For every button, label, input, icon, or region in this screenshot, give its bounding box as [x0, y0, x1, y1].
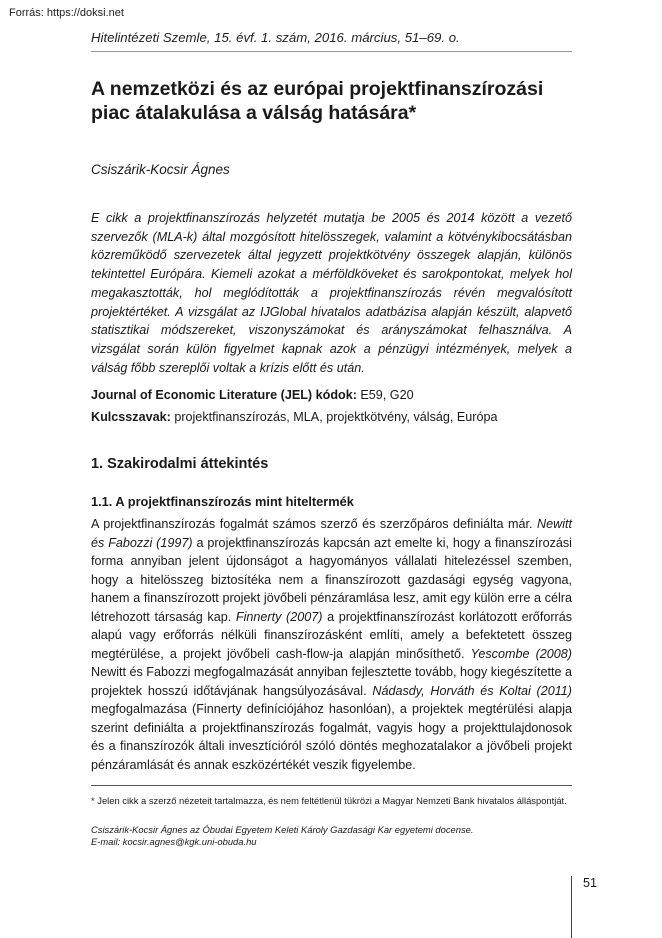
citation-yescombe: Yescombe (2008) — [470, 646, 572, 661]
keywords — [91, 410, 572, 424]
body-text-2: a projektfinanszírozás kapcsán azt emelte ki, hogy a finanszírozási forma annyiban jelent újdonságot a hagyományos vállalati hitelezéssel szemben, hogy a hitelösszeg biztosítéka nem a finanszírozott gazdasági egység vagyona, hanem a finanszírozott projekt jövőbeli pénzáramlása lesz, amit egy külön erre a célra létrehozott társaság kap. — [91, 535, 572, 624]
jel-codes — [91, 388, 572, 402]
body-text-4: Newitt és Fabozzi megfogalmazását annyiban fejlesztette tovább, hogy kiegészítette a projektek hosszú időtávjának hangsúlyozásával. — [91, 665, 572, 698]
abstract: E cikk a projektfinanszírozás helyzetét mutatja be 2005 és 2014 között a vezető szervezők (MLA-k) által mozgósított hitelösszegek, valamint a kötvénykibocsátásban közreműködő szervezetek által jegyzett projektkötvény összegek alapján, különös tekintettel Európára. Kiemeli azokat a mérföldköveket és sarokpontokat, melyek hol megakasztották, hol meglódították a projektfinanszírozás révén megvalósított projektértéket. A vizsgálat az IJGlobal hivatalos adatbázisa alapján készült, alapvető statisztikai módszereket, viszonyszámokat és arányszámokat felhasználva. A vizsgálat során külön figyelmet kapnak azok a pénzügyi intézmények, melyek a válság főbb szereplői voltak a krízis előtt és után. — [91, 211, 572, 375]
subsection-heading: 1.1. A projektfinanszírozás mint hiteltermék — [91, 494, 354, 509]
keywords-label: Kulcsszavak: — [91, 410, 171, 424]
page-number-divider — [571, 876, 572, 938]
body-text-3: a projektfinanszírozást korlátozott erőforrás alapú vagy erőforrás nélküli finanszírozásként említi, amely a befektetett összeg megtérülése, a projekt jövőbeli cash-flow-ja alapján minősíthető. — [91, 609, 573, 661]
jel-value: E59, G20 — [360, 388, 414, 402]
keywords-value: projektfinanszírozás, MLA, projektkötvény, válság, Európa — [174, 410, 498, 424]
article-title: A nemzetközi és az európai projektfinanszírozási piac átalakulása a válság hatására* — [91, 78, 544, 124]
body-text-1: A projektfinanszírozás fogalmát számos szerző és szerzőpáros definiálta már. — [91, 517, 533, 531]
footnote-text: * Jelen cikk a szerző nézeteit tartalmazza, és nem feltétlenül tükrözi a Magyar Nemzeti Bank hivatalos álláspontját. — [91, 795, 567, 806]
email-text: E-mail: kocsir.agnes@kgk.uni-obuda.hu — [91, 835, 257, 847]
affiliation-text: Csiszárik-Kocsir Ágnes az Óbudai Egyetem Keleti Károly Gazdasági Kar egyetemi docense. — [91, 824, 474, 835]
body-paragraph — [91, 515, 572, 774]
header-divider — [91, 51, 572, 52]
citation-nadasdy: Nádasdy, Horváth és Koltai (2011) — [372, 683, 573, 698]
citation-finnerty: Finnerty (2007) — [235, 609, 323, 624]
footnote — [91, 795, 572, 807]
page-number: 51 — [583, 876, 598, 890]
body-text-5: megfogalmazása (Finnerty definíciójához hasonlóan), a projektek megtérülési alapja szerint definiálta a projektfinanszírozás fogalmát, vagyis hogy a projekttulajdonosok és a finanszírozók általi invesztícióról szóló döntés meghozatalakor a jövőbeli projekt pénzáramlását és annak eszközértékét veszik figyelembe. — [91, 702, 572, 772]
section-heading: 1. Szakirodalmi áttekintés — [91, 456, 269, 472]
citation-newitt-fabozzi: Newitt és Fabozzi (1997) — [91, 517, 573, 550]
author-name: Csiszárik-Kocsir Ágnes — [91, 162, 230, 177]
jel-label: Journal of Economic Literature (JEL) kódok: — [91, 388, 357, 402]
footnote-divider — [91, 785, 572, 786]
source-label: Forrás: https://doksi.net — [6, 6, 127, 20]
author-affiliation — [91, 824, 572, 847]
journal-header: Hitelintézeti Szemle, 15. évf. 1. szám, 2016. március, 51–69. o. — [91, 30, 460, 45]
